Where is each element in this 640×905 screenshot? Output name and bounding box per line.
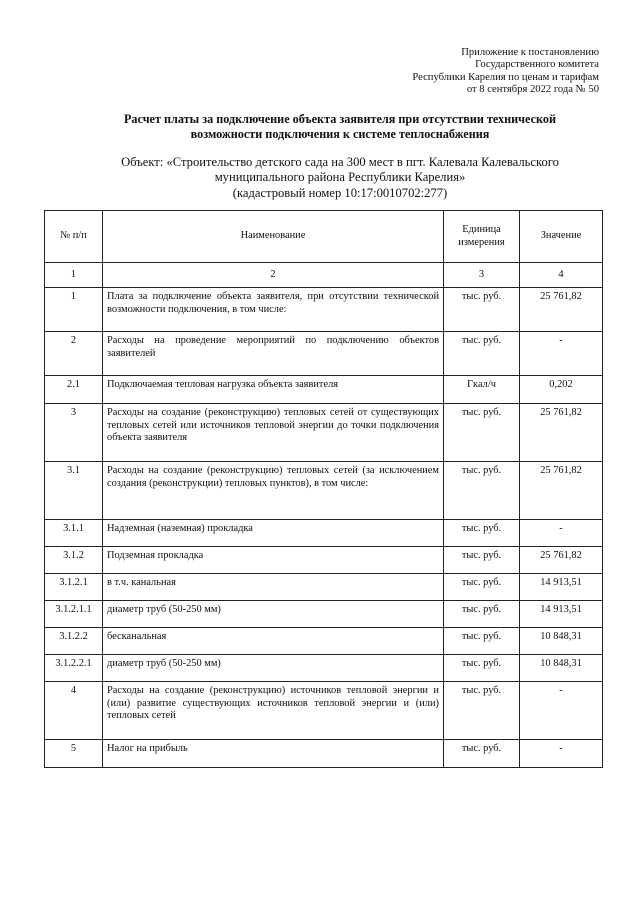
header-value: Значение bbox=[520, 211, 603, 263]
resolution-line: Государственного комитета bbox=[475, 59, 599, 71]
row-value: 0,202 bbox=[520, 376, 603, 404]
object-description bbox=[60, 155, 620, 201]
table-row bbox=[45, 574, 603, 601]
row-value: - bbox=[520, 740, 603, 768]
table-row bbox=[45, 740, 603, 768]
document-title bbox=[60, 112, 620, 142]
header-unit: Единица измерения bbox=[444, 211, 520, 263]
resolution-line: Приложение к постановлению bbox=[461, 47, 599, 58]
table-row bbox=[45, 288, 603, 332]
row-number: 3.1.2.1.1 bbox=[45, 601, 103, 628]
row-value: 25 761,82 bbox=[520, 547, 603, 574]
row-name: Надземная (наземная) прокладка bbox=[103, 520, 444, 547]
object-line: (кадастровый номер 10:17:0010702:277) bbox=[232, 185, 448, 200]
column-index: 3 bbox=[444, 263, 520, 288]
title-line: Расчет платы за подключение объекта заявителя при отсутствии технической bbox=[123, 112, 557, 126]
row-unit: тыс. руб. bbox=[444, 520, 520, 547]
calculation-table bbox=[44, 210, 603, 768]
row-number: 3.1 bbox=[45, 462, 103, 520]
row-value: - bbox=[520, 682, 603, 740]
row-unit: тыс. руб. bbox=[444, 332, 520, 376]
row-name: в т.ч. канальная bbox=[103, 574, 444, 601]
row-value: - bbox=[520, 520, 603, 547]
resolution-line: от 8 сентября 2022 года № 50 bbox=[466, 84, 599, 96]
row-unit: тыс. руб. bbox=[444, 740, 520, 768]
row-value: 25 761,82 bbox=[520, 404, 603, 462]
row-number: 3.1.2.2.1 bbox=[45, 655, 103, 682]
resolution-reference bbox=[339, 47, 599, 97]
row-number: 3.1.2.2 bbox=[45, 628, 103, 655]
table-row bbox=[45, 628, 603, 655]
row-name: Расходы на создание (реконструкцию) источников тепловой энергии и (или) развитие существующих источников тепловой энергии и (или) тепловых сетей bbox=[103, 682, 444, 740]
header-name: Наименование bbox=[103, 211, 444, 263]
row-unit: тыс. руб. bbox=[444, 655, 520, 682]
row-name: Расходы на создание (реконструкцию) тепловых сетей от существующих тепловых сетей или источников тепловой энергии до точки подключения объекта заявителя bbox=[103, 404, 444, 462]
row-number: 3.1.1 bbox=[45, 520, 103, 547]
row-name: Расходы на проведение мероприятий по подключению объектов заявителей bbox=[103, 332, 444, 376]
row-value: 14 913,51 bbox=[520, 574, 603, 601]
row-number: 2.1 bbox=[45, 376, 103, 404]
header-number: № п/п bbox=[45, 211, 103, 263]
row-value: 10 848,31 bbox=[520, 628, 603, 655]
column-index-row bbox=[45, 263, 603, 288]
row-unit: Гкал/ч bbox=[444, 376, 520, 404]
row-number: 3 bbox=[45, 404, 103, 462]
table-row bbox=[45, 547, 603, 574]
table-row bbox=[45, 332, 603, 376]
row-name: Плата за подключение объекта заявителя, при отсутствии технической возможности подключения, в том числе: bbox=[103, 288, 444, 332]
row-number: 3.1.2 bbox=[45, 547, 103, 574]
row-name: диаметр труб (50-250 мм) bbox=[103, 655, 444, 682]
row-value: 10 848,31 bbox=[520, 655, 603, 682]
row-value: 14 913,51 bbox=[520, 601, 603, 628]
row-name: Налог на прибыль bbox=[103, 740, 444, 768]
row-name: диаметр труб (50-250 мм) bbox=[103, 601, 444, 628]
row-number: 4 bbox=[45, 682, 103, 740]
table-row bbox=[45, 376, 603, 404]
row-name: Подземная прокладка bbox=[103, 547, 444, 574]
row-unit: тыс. руб. bbox=[444, 682, 520, 740]
table-row bbox=[45, 655, 603, 682]
resolution-line: Республики Карелия по ценам и тарифам bbox=[412, 71, 599, 83]
table-row bbox=[45, 520, 603, 547]
table-row bbox=[45, 404, 603, 462]
row-name: бесканальная bbox=[103, 628, 444, 655]
object-line: муниципального района Республики Карелия» bbox=[214, 170, 466, 185]
table-row bbox=[45, 462, 603, 520]
table-row bbox=[45, 682, 603, 740]
column-index: 4 bbox=[520, 263, 603, 288]
row-unit: тыс. руб. bbox=[444, 288, 520, 332]
object-line: Объект: «Строительство детского сада на 300 мест в пгт. Калевала Калевальского bbox=[121, 155, 559, 169]
row-number: 1 bbox=[45, 288, 103, 332]
column-index: 2 bbox=[103, 263, 444, 288]
row-number: 3.1.2.1 bbox=[45, 574, 103, 601]
row-value: 25 761,82 bbox=[520, 288, 603, 332]
row-unit: тыс. руб. bbox=[444, 628, 520, 655]
row-unit: тыс. руб. bbox=[444, 601, 520, 628]
table-header-row bbox=[45, 211, 603, 263]
row-unit: тыс. руб. bbox=[444, 404, 520, 462]
row-unit: тыс. руб. bbox=[444, 462, 520, 520]
row-unit: тыс. руб. bbox=[444, 547, 520, 574]
row-name: Подключаемая тепловая нагрузка объекта заявителя bbox=[103, 376, 444, 404]
row-number: 2 bbox=[45, 332, 103, 376]
row-name: Расходы на создание (реконструкцию) тепловых сетей (за исключением создания (реконструкции) тепловых пунктов), в том числе: bbox=[103, 462, 444, 520]
row-unit: тыс. руб. bbox=[444, 574, 520, 601]
row-number: 5 bbox=[45, 740, 103, 768]
column-index: 1 bbox=[45, 263, 103, 288]
table-row bbox=[45, 601, 603, 628]
row-value: 25 761,82 bbox=[520, 462, 603, 520]
title-line: возможности подключения к системе теплоснабжения bbox=[190, 127, 490, 141]
row-value: - bbox=[520, 332, 603, 376]
